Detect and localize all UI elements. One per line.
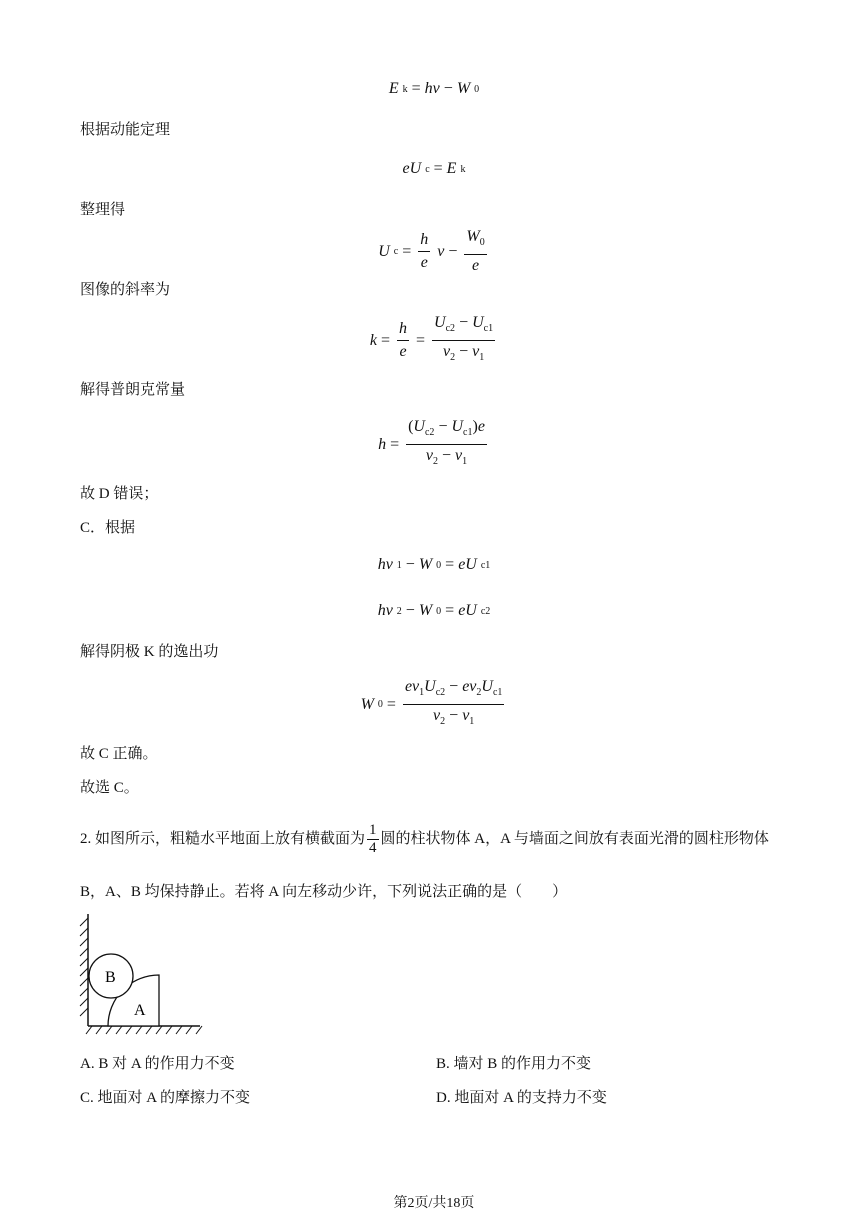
- equation-hv1: hν 1 − W 0 = eU c1: [377, 556, 491, 573]
- text-line-5: 故 D 错误；: [80, 486, 159, 502]
- quarter-fraction: $\frac{1}{4}$: [369, 822, 377, 857]
- text-line-4: 解得普朗克常量: [80, 382, 186, 398]
- text-line-8: 故 C 正确。: [80, 746, 158, 762]
- question-text-b: 圆的柱状物体 A，A 与墙面之间放有表面光滑的圆柱形物体: [380, 831, 769, 847]
- question-text-a: 如图所示，粗糙水平地面上放有横截面为: [95, 831, 366, 847]
- option-c: C. 地面对 A 的摩擦力不变: [80, 1090, 251, 1106]
- text-line-3: 图像的斜率为: [80, 282, 171, 298]
- text-line-6: C．根据: [80, 520, 136, 536]
- text-line-7: 解得阴极 K 的逸出功: [80, 644, 219, 660]
- equation-ek: E k = hν − W 0: [388, 80, 480, 97]
- option-b: B. 墙对 B 的作用力不变: [436, 1056, 592, 1072]
- equation-uc: U c = $\frac{h}{e}$ ν − $\frac{W_0}{e}$: [378, 228, 485, 274]
- text-line-2: 整理得: [80, 202, 126, 218]
- text-line-1: 根据动能定理: [80, 122, 171, 138]
- equation-slope: k = $\frac{h}{e}$ = $\frac{U_{c2} - U_{c1}}{\nu_2 - \nu_1}$: [369, 314, 494, 363]
- question-number: 2.: [80, 831, 92, 847]
- question-2-line-2: B，A、B 均保持静止。若将 A 向左移动少许，下列说法正确的是（ ）: [80, 884, 568, 900]
- equation-planck: h = $\frac{(U_{c2} - U_{c1})e}{\nu_2 - \nu_1}$: [378, 418, 485, 467]
- equation-euc: eU c = E k: [402, 160, 466, 177]
- label-b: B: [105, 969, 116, 986]
- physics-figure: [74, 914, 206, 1038]
- page-footer: 第2页/共18页: [393, 1196, 475, 1211]
- question-2-line-1: [80, 820, 769, 858]
- label-a: A: [134, 1002, 146, 1019]
- text-line-9: 故选 C。: [80, 780, 139, 796]
- option-d: D. 地面对 A 的支持力不变: [436, 1090, 607, 1106]
- equation-hv2: hν 2 − W 0 = eU c2: [377, 602, 491, 619]
- equation-work-function: W 0 = $\frac{e\nu_1U_{c2} - e\nu_2U_{c1}}{\nu_2 - \nu_1}$: [360, 678, 503, 727]
- option-a: A. B 对 A 的作用力不变: [80, 1056, 235, 1072]
